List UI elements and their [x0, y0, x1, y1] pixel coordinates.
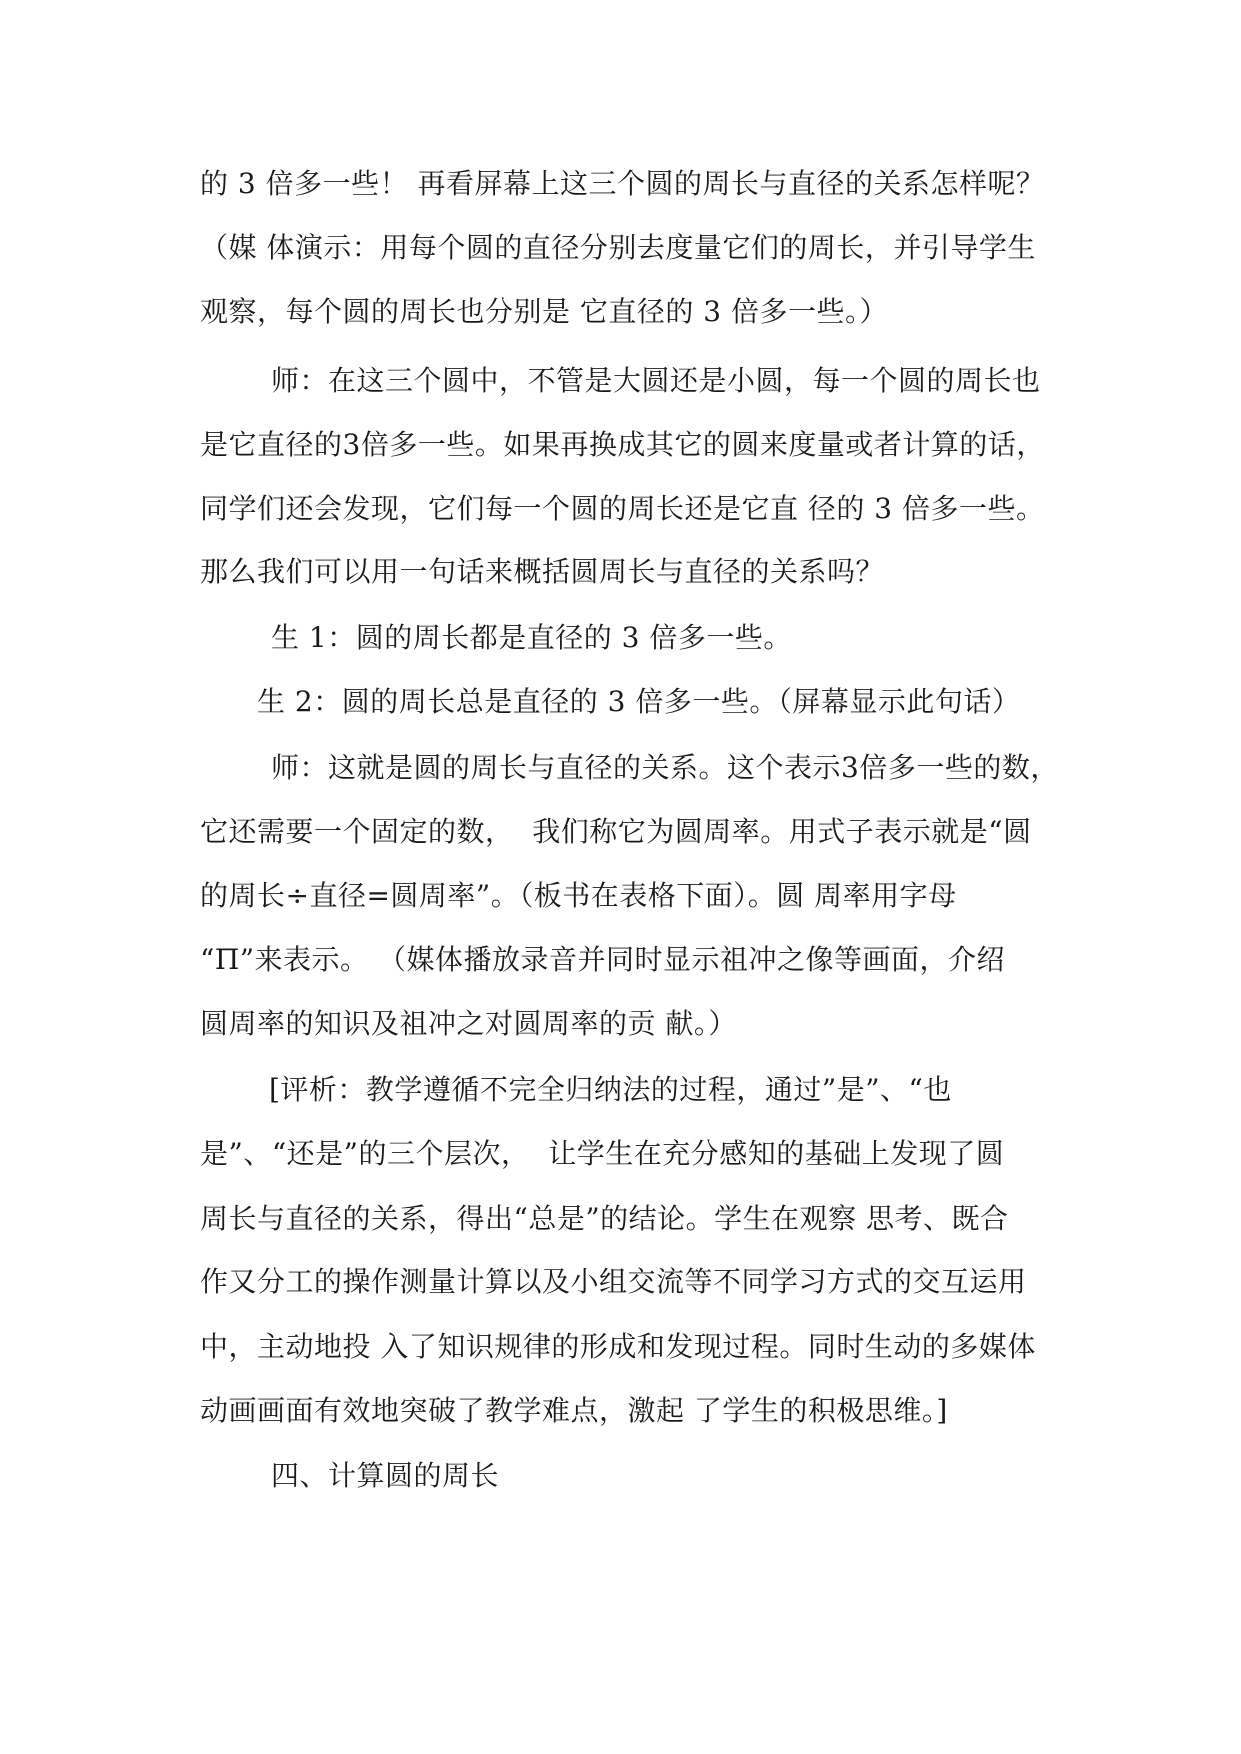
text-line: 师：这就是圆的周长与直径的关系。这个表示3倍多一些的数， [271, 751, 1059, 784]
text-line: 的周长÷直径=圆周率”。（板书在表格下面）。圆 周率用字母 [200, 879, 957, 912]
text-line: 是”、“还是”的三个层次， 让学生在充分感知的基础上发现了圆 [200, 1137, 1005, 1170]
text-line: 生 2：圆的周长总是直径的 3 倍多一些。（屏幕显示此句话） [257, 685, 1021, 718]
text-line: [评析：教学遵循不完全归纳法的过程，通过”是”、“也 [269, 1073, 952, 1106]
text-line: 中，主动地投 入了知识规律的形成和发现过程。同时生动的多媒体 [200, 1330, 1036, 1363]
text-line: 观察，每个圆的周长也分别是 它直径的 3 倍多一些。） [200, 295, 889, 328]
text-line: 动画画面有效地突破了教学难点，激起 了学生的积极思维。] [200, 1394, 948, 1427]
text-line: 是它直径的3倍多一些。如果再换成其它的圆来度量或者计算的话， [200, 428, 1045, 461]
text-line: 作又分工的操作测量计算以及小组交流等不同学习方式的交互运用 [200, 1265, 1027, 1298]
section-heading: 四、计算圆的周长 [271, 1459, 500, 1492]
text-line: 那么我们可以用一句话来概括圆周长与直径的关系吗？ [200, 555, 885, 588]
text-line: （媒 体演示：用每个圆的直径分别去度量它们的周长，并引导学生 [200, 231, 1036, 264]
text-line: 同学们还会发现，它们每一个圆的周长还是它直 径的 3 倍多一些。 [200, 492, 1045, 525]
text-line: 圆周率的知识及祖冲之对圆周率的贡 献。） [200, 1007, 737, 1040]
text-line: 生 1：圆的周长都是直径的 3 倍多一些。 [271, 621, 792, 654]
text-line: “Π”来表示。 （媒体播放录音并同时显示祖冲之像等画面，介绍 [200, 943, 1005, 976]
text-line: 周长与直径的关系，得出“总是”的结论。学生在观察 思考、既合 [200, 1202, 1009, 1235]
text-line: 师：在这三个圆中，不管是大圆还是小圆，每一个圆的周长也 [271, 364, 1041, 397]
text-line: 它还需要一个固定的数， 我们称它为圆周率。用式子表示就是“圆 [200, 815, 1032, 848]
text-line: 的 3 倍多一些！ 再看屏幕上这三个圆的周长与直径的关系怎样呢？ [200, 167, 1045, 200]
